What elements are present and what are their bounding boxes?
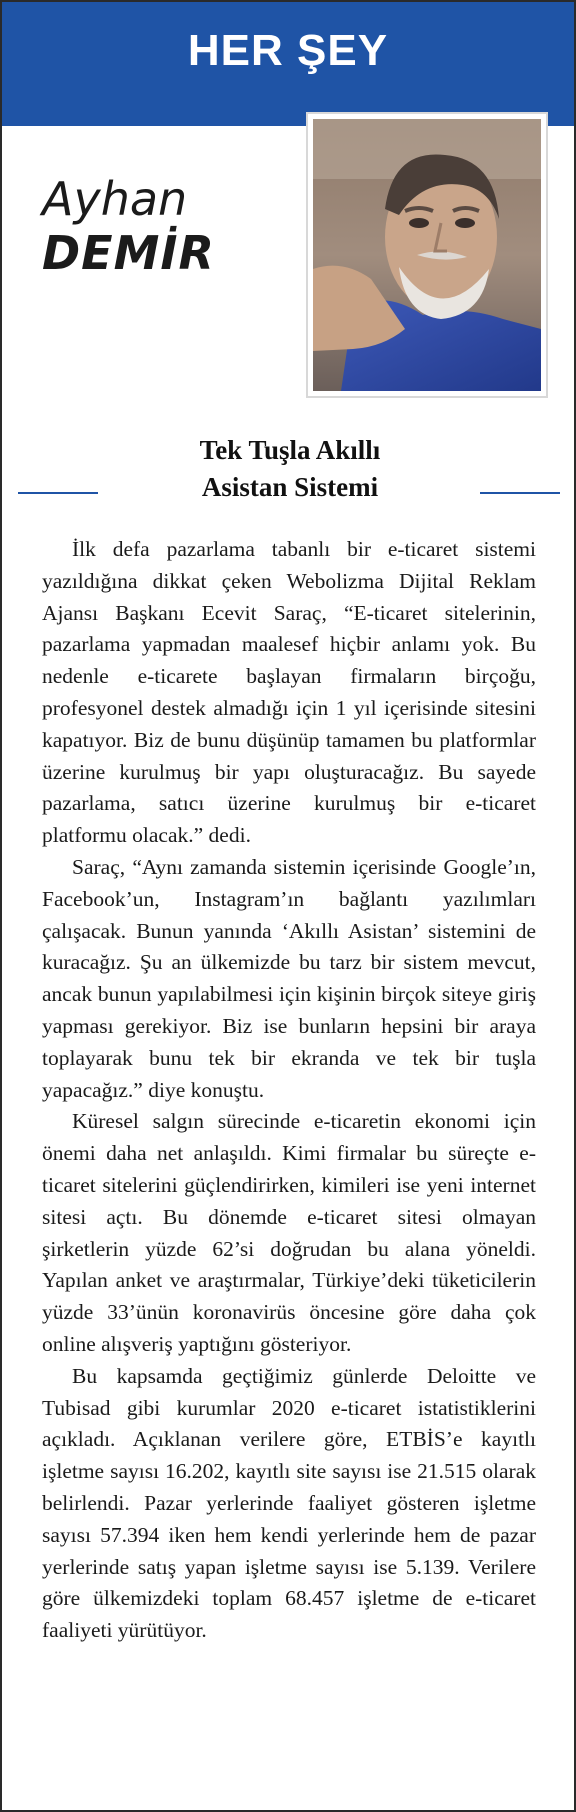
paragraph-3: Küresel salgın sürecinde e-ticaretin ekonomi için önemi daha net anlaşıldı. Kimi firmalar bu süreçte e-ticaret sitelerini güçlendirirken, kimileri ise yeni internet sitesi açtı. Bu dönemde e-ticaret sitesi olmayan şirketlerin yüzde 62’si doğrudan bu alana yöneldi. Yapılan anket ve araştırmalar, Türkiye’deki tüketicilerin yüzde 33’ünün koronavirüs öncesine göre daha çok online alışveriş yaptığını gösteriyor. xyxy=(42,1109,536,1356)
headline-line-2: Asistan Sistemi xyxy=(201,472,379,502)
headline-line-1: Tek Tuşla Akıllı xyxy=(199,435,381,465)
author-portrait-icon xyxy=(313,119,541,391)
author-first-name: Ayhan xyxy=(42,172,188,226)
paragraph-4: Bu kapsamda geçtiğimiz günlerde Deloitte ve Tubisad gibi kurumlar 2020 e-ticaret istatistiklerini açıkladı. Açıklanan verilere göre, ETBİS’e kayıtlı işletme sayısı 16.202, kayıtlı site sayısı ise 21.515 olarak belirlendi. Pazar yerlerinde faaliyet gösteren işletme sayısı 57.394 iken hem kendi yerlerinde hem de pazar yerlerinde satış yapan işletme sayısı ise 5.139. Verilere göre ülkemizdeki toplam 68.457 işletme de e-ticaret faaliyeti yürütüyor. xyxy=(42,1363,536,1643)
paragraph-2: Saraç, “Aynı zamanda sistemin içerisinde Google’ın, Facebook’un, Instagram’ın bağlantı yazılımları çalışacak. Bunun yanında ‘Akıllı Asistan’ sistemini de kuracağız. Şu an ülkemizde bu tarz bir sistem mevcut, ancak bunun yapılabilmesi için kişinin birçok siteye giriş yapması gerekiyor. Biz ise bunların hepsini bir araya toplayarak bunu tek bir ekranda ve tek bir tuşla yapacağız.” diye konuştu. xyxy=(42,854,536,1102)
column-header-bar xyxy=(2,2,574,126)
headline-rule-left xyxy=(18,492,98,494)
column-title: HER ŞEY xyxy=(187,26,389,75)
article-headline xyxy=(102,432,478,506)
author-photo xyxy=(308,114,546,396)
author-last-name: DEMİR xyxy=(42,226,215,280)
article-body xyxy=(42,534,536,1647)
headline-rule-right xyxy=(480,492,560,494)
paragraph-1: İlk defa pazarlama tabanlı bir e-ticaret sistemi yazıldığına dikkat çeken Webolizma Dijital Reklam Ajansı Başkanı Ecevit Saraç, “E-ticaret sitelerinin, pazarlama yapmadan maalesef hiçbir anlamı yok. Bu nedenle e-ticarete başlayan firmaların birçoğu, profesyonel destek almadığı için 1 yıl içerisinde sitesini kapatıyor. Biz de bunu düşünüp tamamen bu platformlar üzerine kurulmuş bir yapı oluşturacağız. Bu sayede pazarlama, satıcı üzerine kurulmuş bir e-ticaret platformu olacak.” dedi. xyxy=(42,537,536,848)
